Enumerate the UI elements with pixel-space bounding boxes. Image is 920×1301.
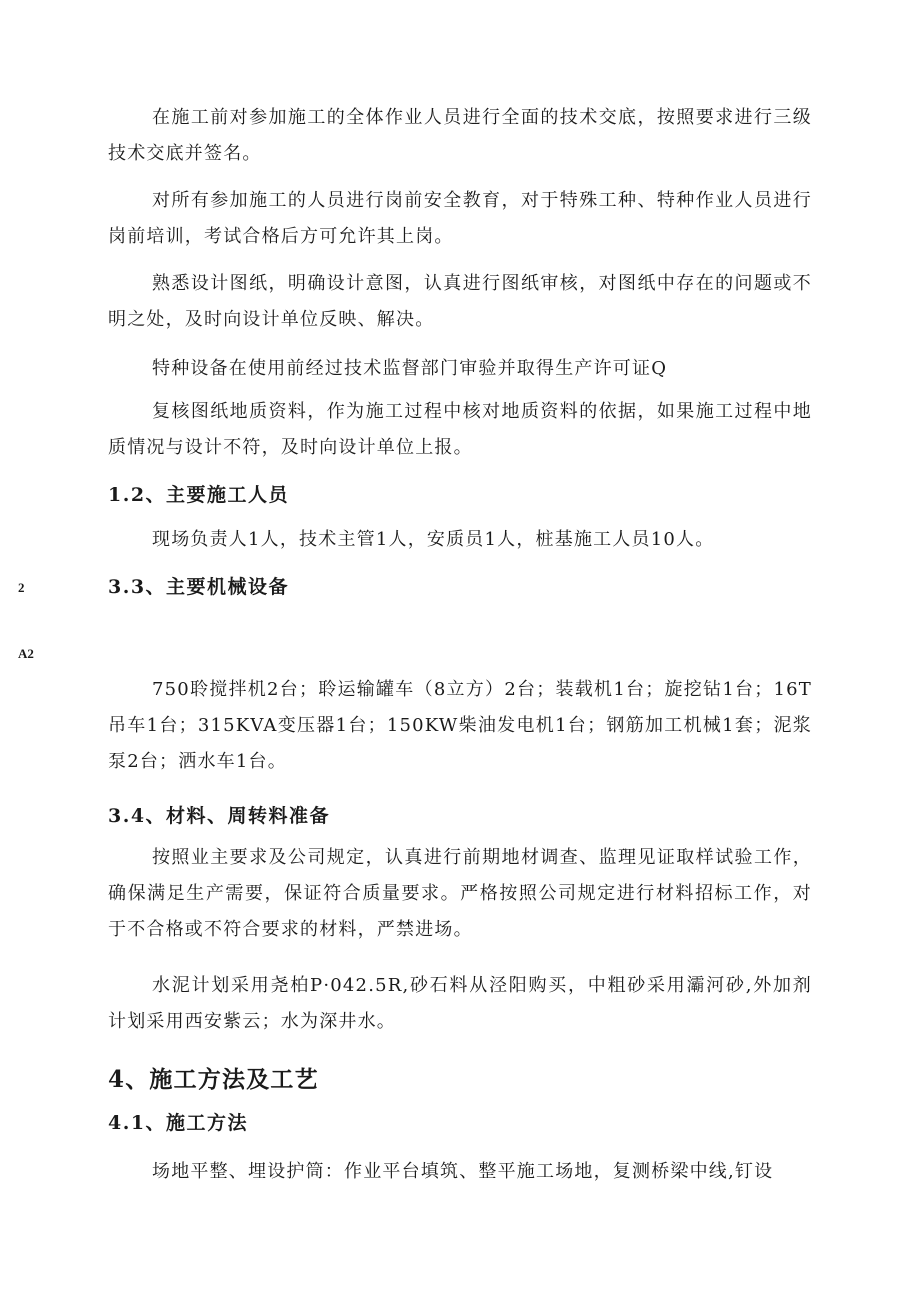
heading-construction-method: 4.1、施工方法: [108, 1112, 249, 1134]
paragraph-special-equipment: 特种设备在使用前经过技术监督部门审验并取得生产许可证Q: [152, 358, 668, 379]
paragraph-drawing-review: 熟悉设计图纸，明确设计意图，认真进行图纸审核，对图纸中存在的问题或不明之处，及时向设计单位反映、解决。: [108, 273, 812, 330]
paragraph-material-sources: 水泥计划采用尧柏P·042.5R,砂石料从泾阳购买，中粗砂采用灞河砂,外加剂计划采用西安紫云；水为深井水。: [108, 975, 812, 1032]
heading-main-equipment: 3.3、主要机械设备: [108, 576, 290, 598]
paragraph-site-leveling: 场地平整、埋设护筒：作业平台填筑、整平施工场地，复测桥梁中线,钉设: [152, 1161, 774, 1182]
margin-mark-a2: A2: [18, 646, 34, 661]
paragraph-geology-check: 复核图纸地质资料，作为施工过程中核对地质资料的依据，如果施工过程中地质情况与设计不符，及时向设计单位上报。: [108, 401, 812, 458]
paragraph-material-procurement: 按照业主要求及公司规定，认真进行前期地材调查、监理见证取样试验工作，确保满足生产需要，保证符合质量要求。严格按照公司规定进行材料招标工作，对于不合格或不符合要求的材料，严禁进场。: [108, 847, 812, 940]
paragraph-safety-education: 对所有参加施工的人员进行岗前安全教育，对于特殊工种、特种作业人员进行岗前培训，考试合格后方可允许其上岗。: [108, 190, 812, 247]
paragraph-tech-briefing: 在施工前对参加施工的全体作业人员进行全面的技术交底，按照要求进行三级技术交底并签名。: [108, 107, 812, 164]
heading-materials: 3.4、材料、周转料准备: [108, 805, 331, 827]
paragraph-equipment-list: 750聆搅拌机2台；聆运输罐车（8立方）2台；装载机1台；旋挖钻1台；16T吊车1台；315KVA变压器1台；150KW柴油发电机1台；钢筋加工机械1套；泥浆泵2台；洒水车1台。: [108, 679, 812, 772]
heading-main-personnel: 1.2、主要施工人员: [108, 484, 290, 506]
margin-mark-2: 2: [18, 580, 25, 595]
heading-construction-methods: 4、施工方法及工艺: [108, 1066, 319, 1093]
paragraph-personnel-list: 现场负责人1人，技术主管1人，安质员1人，桩基施工人员10人。: [152, 529, 715, 550]
